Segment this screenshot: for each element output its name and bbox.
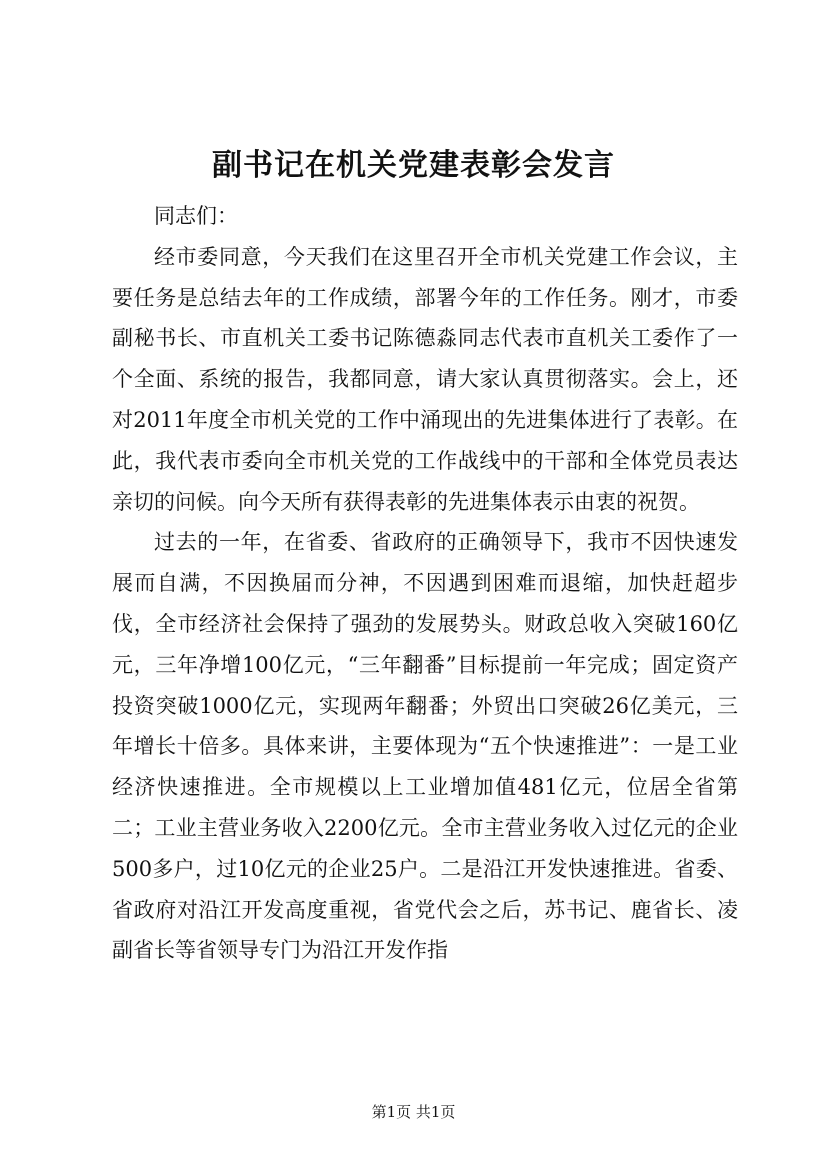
salutation: 同志们： (154, 204, 238, 228)
page-footer: 第1页 共1页 (371, 1103, 456, 1121)
paragraph-2: 过去的一年，在省委、省政府的正确领导下，我市不因快速发展而自满，不因换届而分神，不因遇到困难而退缩，加快赶超步伐，全市经济社会保持了强劲的发展势头。财政总收入突破160亿元，三年净增100亿元，“三年翻番”目标提前一年完成；固定资产投资突破1000亿元，实现两年翻番；外贸出口突破26亿美元，三年增长十倍多。具体来讲，主要体现为“五个快速推进”：一是工业经济快速推进。全市规模以上工业增加值481亿元，位居全省第二；工业主营业务收入2200亿元。全市主营业务收入过亿元的企业500多户，过10亿元的企业25户。二是沿江开发快速推进。省委、省政府对沿江开发高度重视，省党代会之后，苏书记、鹿省长、凌副省长等省领导专门为沿江开发作指 (112, 530, 738, 963)
paragraph-1: 经市委同意，今天我们在这里召开全市机关党建工作会议，主要任务是总结去年的工作成绩，部署今年的工作任务。刚才，市委副秘书长、市直机关工委书记陈德淼同志代表市直机关工委作了一个全面、系统的报告，我都同意，请大家认真贯彻落实。会上，还对2011年度全市机关党的工作中涌现出的先进集体进行了表彰。在此，我代表市委向全市机关党的工作战线中的干部和全体党员表达亲切的问候。向今天所有获得表彰的先进集体表示由衷的祝贺。 (112, 244, 738, 514)
document-body (112, 196, 738, 971)
document-title: 副书记在机关党建表彰会发言 (212, 148, 615, 183)
